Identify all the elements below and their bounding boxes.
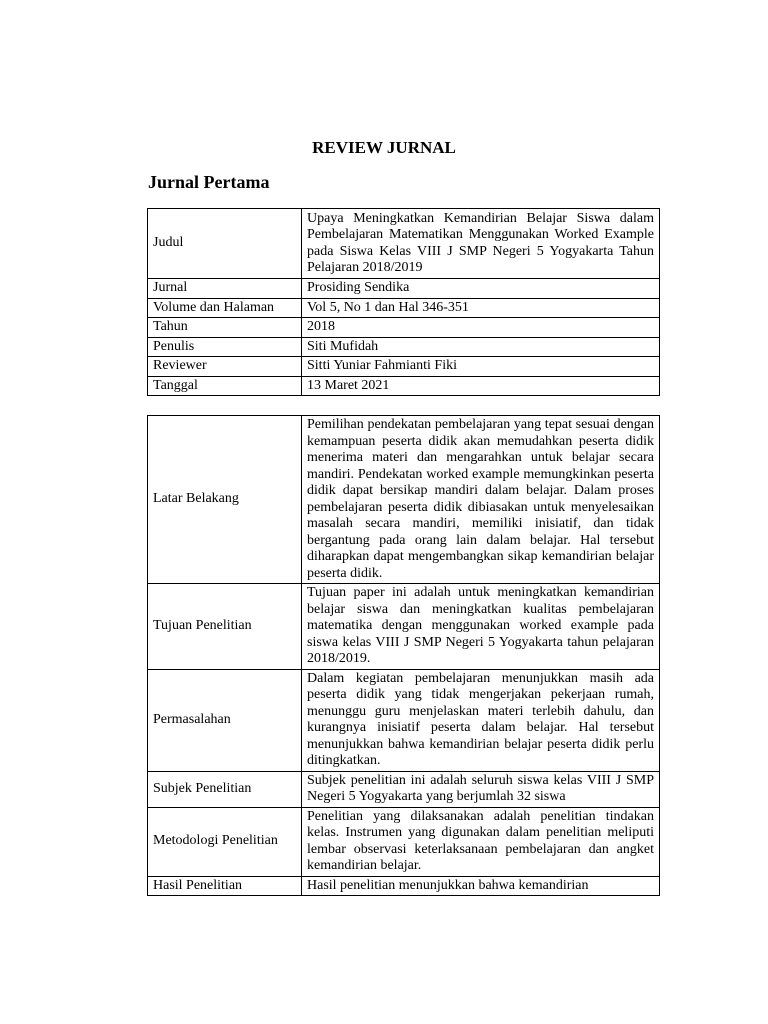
row-label: Judul	[148, 209, 302, 279]
row-label: Tujuan Penelitian	[148, 584, 302, 670]
journal-metadata-table	[147, 208, 660, 396]
row-label: Reviewer	[148, 357, 302, 377]
row-label: Latar Belakang	[148, 416, 302, 584]
row-label: Subjek Penelitian	[148, 771, 302, 807]
row-value: Prosiding Sendika	[302, 279, 660, 299]
row-value: Penelitian yang dilaksanakan adalah penelitian tindakan kelas. Instrumen yang digunakan dalam penelitian meliputi lembar observasi keterlaksanaan pembelajaran dan angket kemandirian belajar.	[302, 807, 660, 876]
row-value: 13 Maret 2021	[302, 376, 660, 396]
table-row	[148, 669, 660, 771]
row-label: Volume dan Halaman	[148, 298, 302, 318]
table-row	[148, 416, 660, 584]
row-value: 2018	[302, 318, 660, 338]
table-row	[148, 357, 660, 377]
row-value: Siti Mufidah	[302, 337, 660, 357]
row-value: Dalam kegiatan pembelajaran menunjukkan masih ada peserta didik yang tidak mengerjakan pekerjaan rumah, menunggu guru menjelaskan materi terlebih dahulu, dan kurangnya inisiatif peserta dalam belajar. Hal tersebut menunjukkan bahwa kemandirian belajar peserta didik perlu ditingkatkan.	[302, 669, 660, 771]
journal-review-table	[147, 415, 660, 896]
table-row	[148, 318, 660, 338]
row-label: Hasil Penelitian	[148, 876, 302, 896]
table-row	[148, 337, 660, 357]
row-label: Jurnal	[148, 279, 302, 299]
table-row	[148, 376, 660, 396]
section-title: Jurnal Pertama	[148, 172, 270, 192]
table-row	[148, 807, 660, 876]
row-label: Permasalahan	[148, 669, 302, 771]
row-label: Metodologi Penelitian	[148, 807, 302, 876]
document-title: REVIEW JURNAL	[312, 138, 456, 157]
row-value: Vol 5, No 1 dan Hal 346-351	[302, 298, 660, 318]
row-value: Pemilihan pendekatan pembelajaran yang tepat sesuai dengan kemampuan peserta didik akan memudahkan peserta didik menerima materi dan mengarahkan untuk belajar secara mandiri. Pendekatan worked example memungkinkan peserta didik dapat bersikap mandiri dalam belajar. Dalam proses pembelajaran peserta didik dibiasakan untuk menyelesaikan masalah secara mandiri, memiliki inisiatif, dan tidak bergantung pada orang lain dalam belajar. Hal tersebut diharapkan dapat mengembangkan sikap kemandirian belajar peserta didik.	[302, 416, 660, 584]
row-value: Hasil penelitian menunjukkan bahwa kemandirian	[302, 876, 660, 896]
table-row	[148, 876, 660, 896]
table-row	[148, 279, 660, 299]
table-row	[148, 771, 660, 807]
table-row	[148, 584, 660, 670]
row-label: Tahun	[148, 318, 302, 338]
row-value: Upaya Meningkatkan Kemandirian Belajar Siswa dalam Pembelajaran Matematikan Menggunakan Worked Example pada Siswa Kelas VIII J SMP Negeri 5 Yogyakarta Tahun Pelajaran 2018/2019	[302, 209, 660, 279]
row-value: Sitti Yuniar Fahmianti Fiki	[302, 357, 660, 377]
table-row	[148, 209, 660, 279]
row-label: Tanggal	[148, 376, 302, 396]
row-value: Subjek penelitian ini adalah seluruh siswa kelas VIII J SMP Negeri 5 Yogyakarta yang berjumlah 32 siswa	[302, 771, 660, 807]
row-label: Penulis	[148, 337, 302, 357]
row-value: Tujuan paper ini adalah untuk meningkatkan kemandirian belajar siswa dan meningkatkan kualitas pembelajaran matematika dengan menggunakan worked example pada siswa kelas VIII J SMP Negeri 5 Yogyakarta tahun pelajaran 2018/2019.	[302, 584, 660, 670]
table-row	[148, 298, 660, 318]
